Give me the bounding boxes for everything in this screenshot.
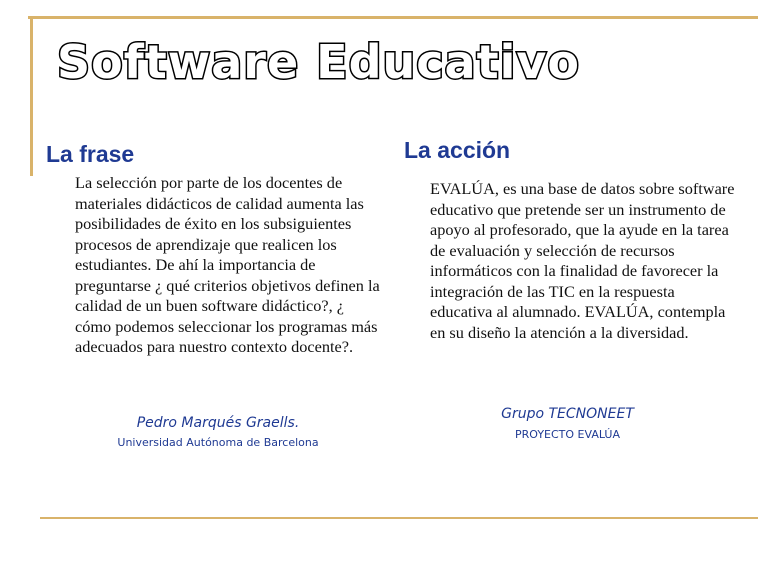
right-heading: La acción [404,137,511,163]
bottom-border-line [40,517,758,519]
right-affiliation: PROYECTO EVALÚA [514,428,620,441]
slide-title [55,30,580,92]
left-author: Pedro Marqués Graells. [136,415,300,431]
left-quote-text: La selección por parte de los docentes de materiales didácticos de calidad aumenta las posibilidades de éxito en los subsiguientes procesos de aprendizaje que realicen los estudiantes. De ahí la importancia de preguntarse ¿ qué criterios objetivos definen la calidad de un buen software didáctico?, ¿ cómo podemos seleccionar los programas más adecuados para nuestro contexto docente?. [75,173,380,356]
top-border-line [28,16,758,19]
right-description-text: EVALÚA, es una base de datos sobre software educativo que pretende ser un instrumento de apoyo al profesorado, que la ayude en la tarea de evaluación y selección de recursos informáticos con la finalidad de favorecer la integración de las TIC en la respuesta educativa al alumnado. EVALÚA, contempla en su diseño la atención a la diversidad. [430,179,735,342]
left-affiliation: Universidad Autónoma de Barcelona [117,436,319,449]
left-heading: La frase [46,141,135,167]
right-author: Grupo TECNONEET [501,406,634,422]
slide-title-text: Software Educativo [57,35,580,89]
left-border-line [30,16,33,176]
